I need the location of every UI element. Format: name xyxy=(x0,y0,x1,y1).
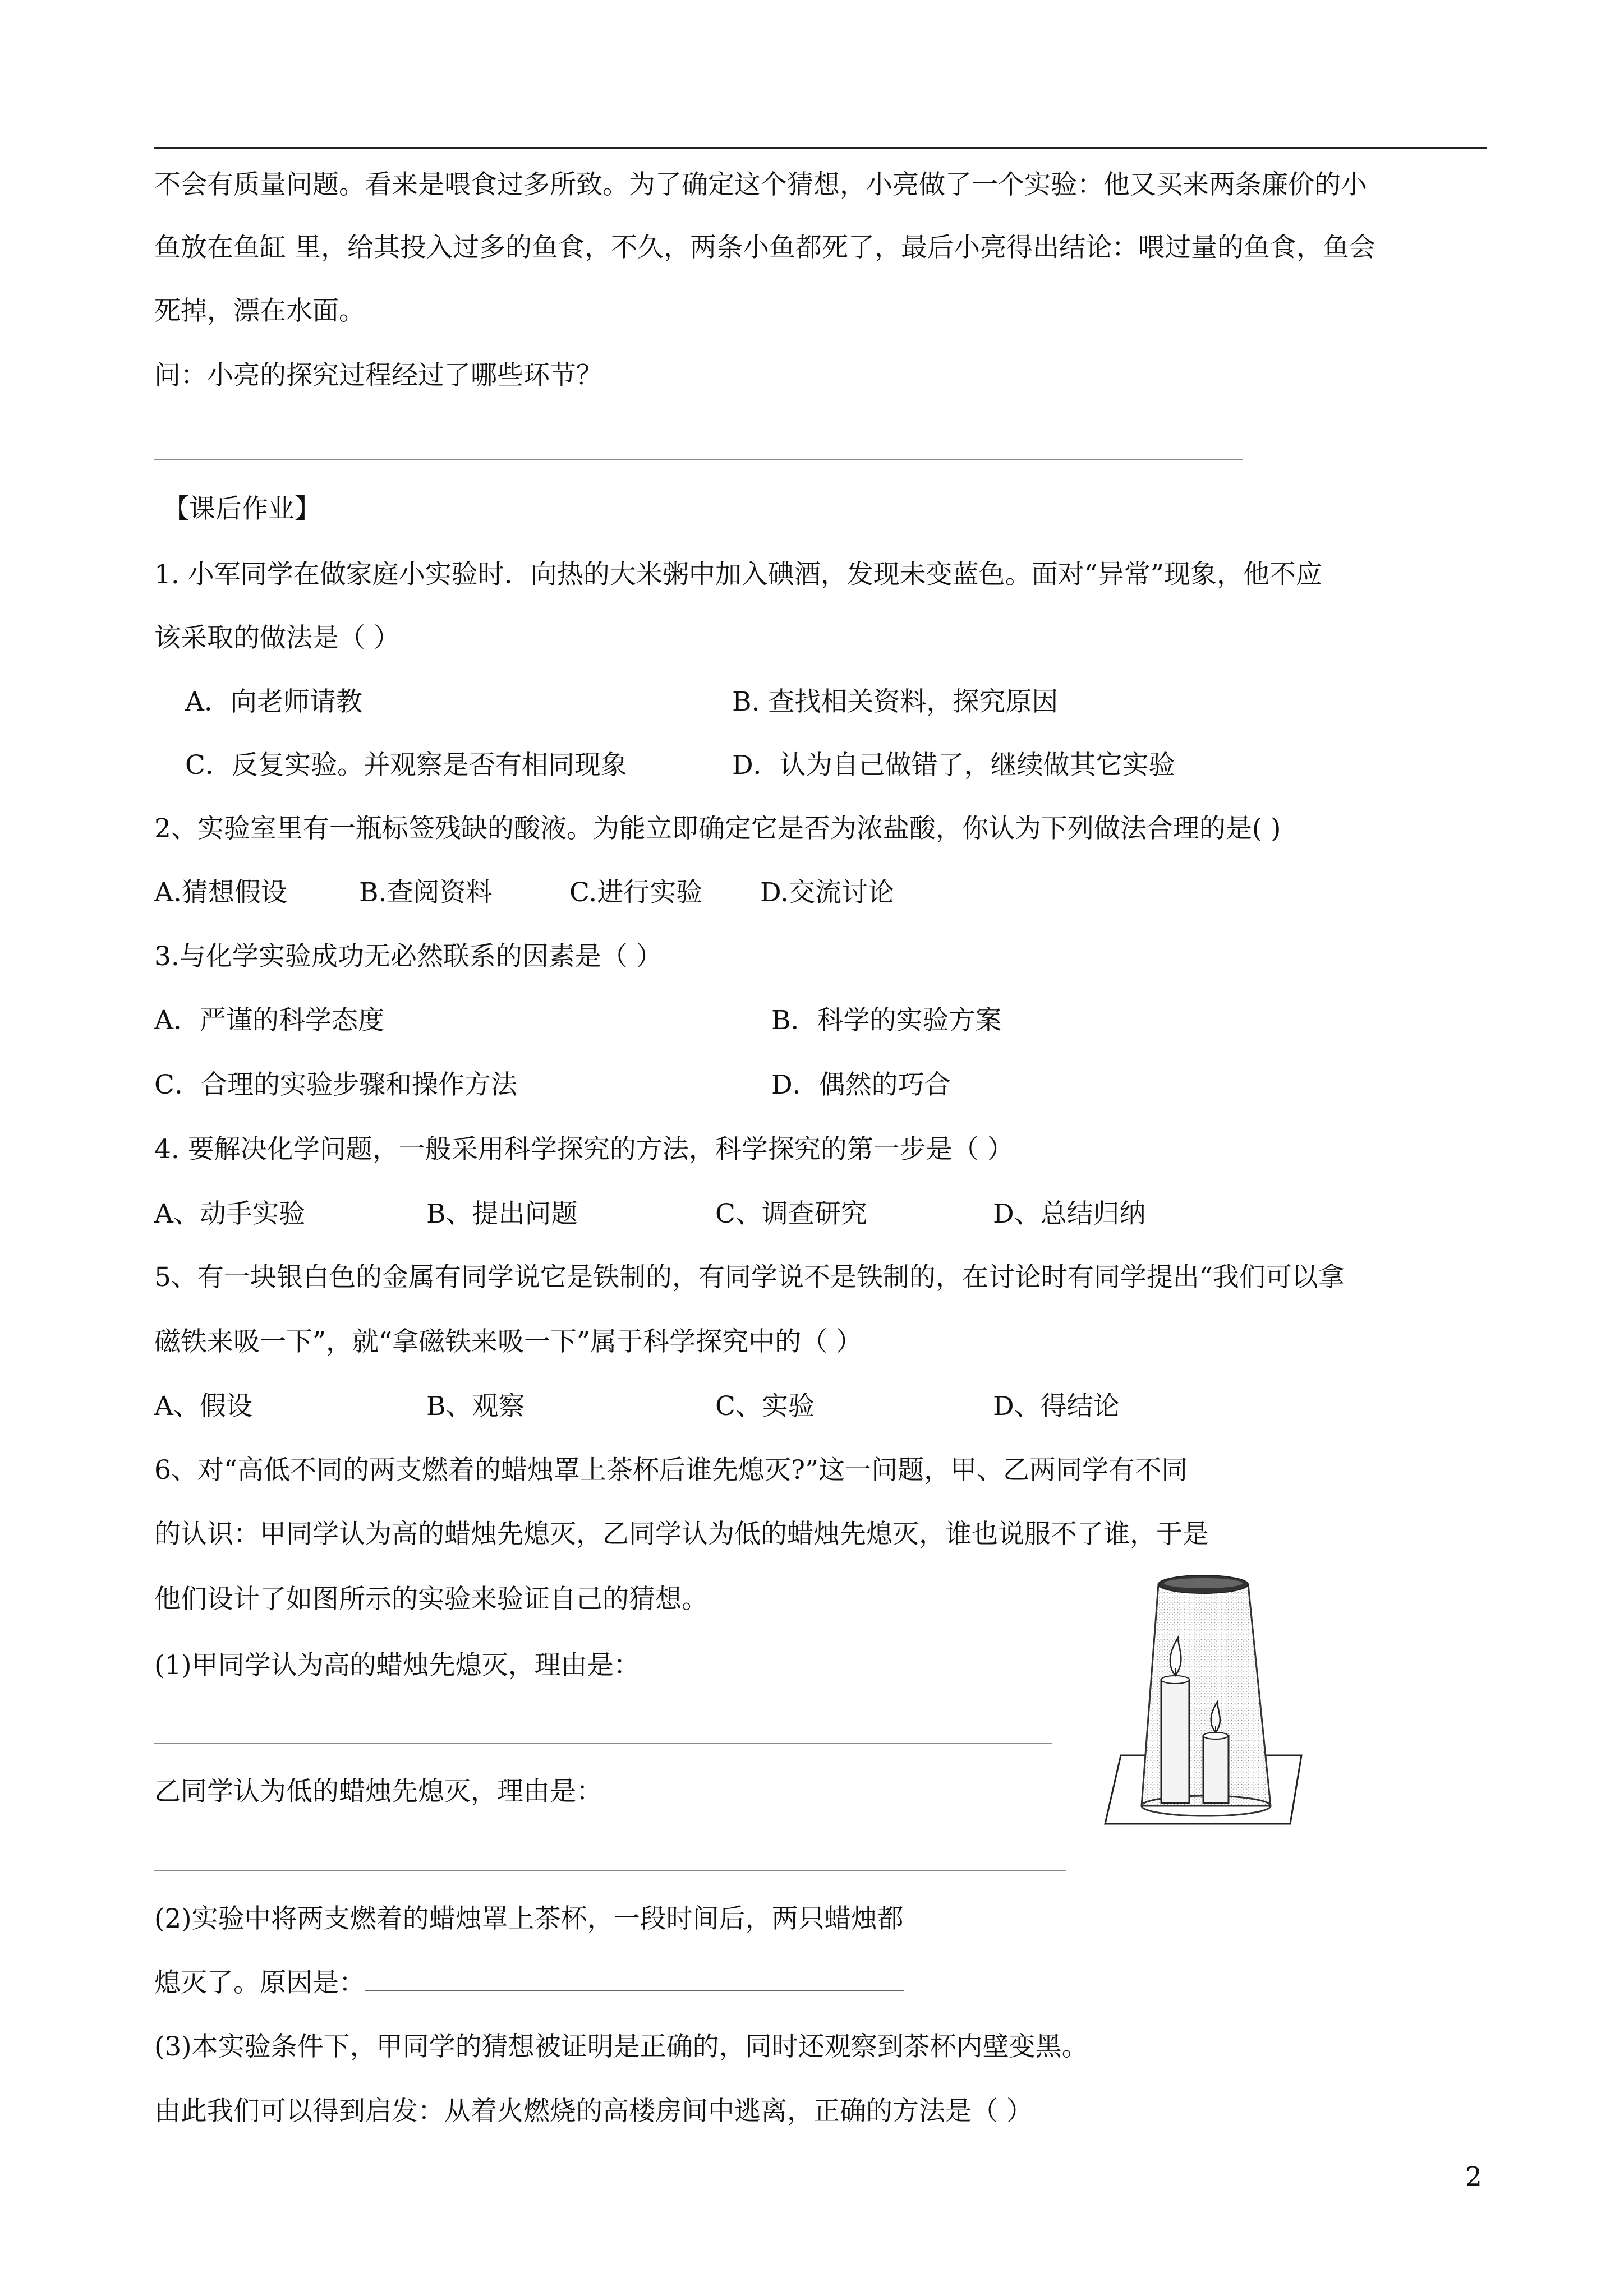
q4-stem: 4. 要解决化学问题，一般采用科学探究的方法，科学探究的第一步是（ ） xyxy=(154,1134,1014,1165)
q5-option-d: D、得结论 xyxy=(993,1391,1120,1422)
q5-option-b: B、观察 xyxy=(426,1391,525,1422)
q5-option-a: A、假设 xyxy=(154,1391,252,1422)
q2-option-a: A.猜想假设 xyxy=(154,877,287,908)
q1-option-b: B. 查找相关资料，探究原因 xyxy=(732,686,1059,717)
q2-option-c: C.进行实验 xyxy=(569,877,703,908)
q2-option-d: D.交流讨论 xyxy=(760,877,894,908)
candle-cup-figure xyxy=(1099,1565,1324,1839)
q3-option-b: B．科学的实验方案 xyxy=(771,1005,1002,1036)
q3-option-d: D．偶然的巧合 xyxy=(771,1069,951,1100)
intro-line-2: 鱼放在鱼缸 里，给其投入过多的鱼食，不久，两条小鱼都死了，最后小亮得出结论：喂过量的鱼食，鱼会 xyxy=(154,232,1375,263)
q5-stem-line-2: 磁铁来吸一下”，就“拿磁铁来吸一下”属于科学探究中的（ ） xyxy=(154,1326,863,1357)
q1-option-d: D．认为自己做错了，继续做其它实验 xyxy=(732,750,1175,781)
answer-blank-part2 xyxy=(365,1966,904,1991)
q4-option-a: A、动手实验 xyxy=(154,1198,305,1229)
q6-part1-a: (1)甲同学认为高的蜡烛先熄灭，理由是： xyxy=(154,1650,640,1681)
q1-stem-line-1: 1. 小军同学在做家庭小实验时．向热的大米粥中加入碘酒，发现未变蓝色。面对“异常”现象，他不应 xyxy=(154,559,1322,590)
homework-title: 【课后作业】 xyxy=(163,494,321,524)
answer-line-part1-b xyxy=(154,1870,1066,1871)
tall-candle xyxy=(1161,1680,1189,1803)
q6-part3-line-2: 由此我们可以得到启发：从着火燃烧的高楼房间中逃离，正确的方法是（ ） xyxy=(154,2096,1033,2127)
short-candle xyxy=(1203,1736,1229,1803)
q1-stem-line-2: 该采取的做法是（ ） xyxy=(154,623,400,653)
q6-stem-line-2: 的认识：甲同学认为高的蜡烛先熄灭，乙同学认为低的蜡烛先熄灭，谁也说服不了谁，于是 xyxy=(154,1519,1209,1550)
intro-question: 问：小亮的探究过程经过了哪些环节？ xyxy=(154,360,602,391)
q1-option-c: C．反复实验。并观察是否有相同现象 xyxy=(185,750,627,781)
page-number: 2 xyxy=(1465,2161,1482,2192)
q5-stem-line-1: 5、有一块银白色的金属有同学说它是铁制的，有同学说不是铁制的，在讨论时有同学提出“我们可以拿 xyxy=(154,1262,1345,1293)
q4-option-c: C、调查研究 xyxy=(715,1198,867,1229)
intro-line-3: 死掉，漂在水面。 xyxy=(154,296,365,326)
q3-stem: 3.与化学实验成功无必然联系的因素是（ ） xyxy=(154,941,663,972)
intro-line-1: 不会有质量问题。看来是喂食过多所致。为了确定这个猜想，小亮做了一个实验：他又买来两条廉价的小 xyxy=(154,169,1367,200)
header-rule xyxy=(154,147,1487,149)
q2-option-b: B.查阅资料 xyxy=(359,877,493,908)
q3-option-c: C．合理的实验步骤和操作方法 xyxy=(154,1069,517,1100)
q6-stem-line-3: 他们设计了如图所示的实验来验证自己的猜想。 xyxy=(154,1584,708,1615)
q4-option-d: D、总结归纳 xyxy=(993,1198,1146,1229)
q3-option-a: A．严谨的科学态度 xyxy=(154,1005,384,1036)
q4-option-b: B、提出问题 xyxy=(426,1198,578,1229)
q6-stem-line-1: 6、对“高低不同的两支燃着的蜡烛罩上茶杯后谁先熄灭?”这一问题，甲、乙两同学有不同 xyxy=(154,1455,1188,1486)
q5-option-c: C、实验 xyxy=(715,1391,815,1422)
q1-option-a: A．向老师请教 xyxy=(185,686,362,717)
q6-part1-b: 乙同学认为低的蜡烛先熄灭，理由是： xyxy=(154,1776,602,1807)
q6-part2-line-1: (2)实验中将两支燃着的蜡烛罩上茶杯，一段时间后，两只蜡烛都 xyxy=(154,1903,904,1934)
q6-part2-line-2 xyxy=(154,1966,904,2000)
answer-line-part1-a xyxy=(154,1743,1052,1744)
answer-line-intro xyxy=(154,459,1243,460)
q6-part2-label: 熄灭了。原因是： xyxy=(154,1967,365,1998)
q2-stem: 2、实验室里有一瓶标签残缺的酸液。为能立即确定它是否为浓盐酸，你认为下列做法合理的是( ) xyxy=(154,813,1281,844)
q6-part3-line-1: (3)本实验条件下，甲同学的猜想被证明是正确的，同时还观察到茶杯内壁变黑。 xyxy=(154,2031,1088,2062)
